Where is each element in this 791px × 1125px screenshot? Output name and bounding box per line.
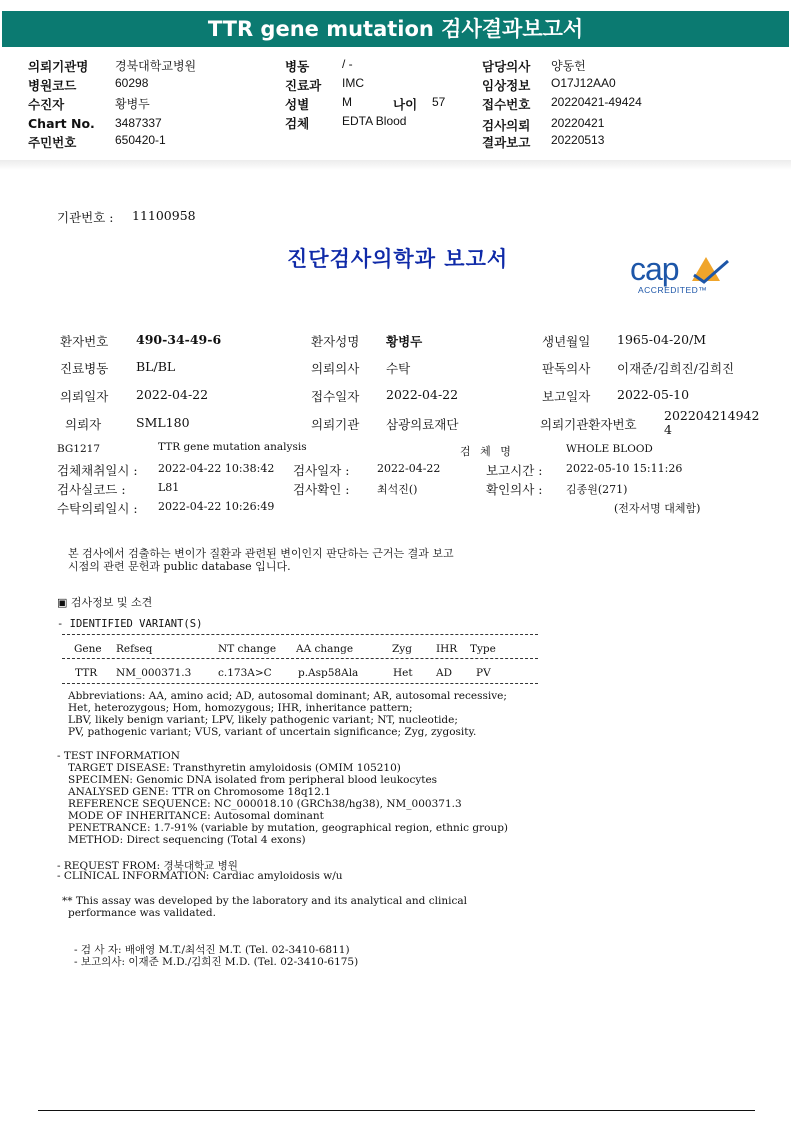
header-value: 60298: [115, 76, 149, 90]
info-value: BL/BL: [136, 359, 176, 374]
test-info-line: PENETRANCE: 1.7-91% (variable by mutation, geographical region, ethnic group): [68, 822, 509, 834]
notice-line: 시점의 관련 문헌과 public database 입니다.: [68, 560, 291, 573]
abbrev-line: Het, heterozygous; Hom, homozygous; IHR, inheritance pattern;: [68, 702, 413, 714]
header-label: 담당의사: [482, 59, 531, 74]
test-info-title: - TEST INFORMATION: [57, 750, 180, 762]
patient-name: 황병두: [386, 334, 423, 349]
abbrev-line: LBV, likely benign variant; LPV, likely pathogenic variant; NT, nucleotide;: [68, 714, 458, 726]
time-label: 확인의사 :: [486, 482, 543, 497]
table-cell: TTR: [75, 667, 98, 679]
header-value: 20220421-49424: [551, 95, 642, 109]
header-label: 임상정보: [482, 78, 531, 93]
info-label: 환자번호: [60, 334, 109, 349]
info-label: 판독의사: [542, 361, 591, 376]
info-label: 보고일자: [542, 389, 591, 404]
info-label: 의뢰자: [65, 417, 102, 432]
table-rule: [62, 634, 538, 635]
info-value: SML180: [136, 415, 190, 430]
table-cell: c.173A>C: [218, 667, 272, 679]
info-label: 의뢰기관환자번호: [540, 417, 637, 432]
header-value: 20220513: [551, 133, 605, 147]
info-label: 접수일자: [311, 389, 360, 404]
header-label: 수진자: [28, 97, 65, 112]
info-value: 삼광의료재단: [386, 417, 459, 432]
table-header: IHR: [436, 643, 458, 655]
specimen-value: WHOLE BLOOD: [566, 443, 653, 455]
report-title-bar: TTR gene mutation 검사결과보고서: [2, 11, 789, 47]
header-label: 의뢰기관명: [28, 59, 89, 74]
info-label: 생년월일: [542, 334, 591, 349]
request-from: - REQUEST FROM: 경북대학교 병원: [57, 860, 238, 872]
table-header: Refseq: [116, 643, 153, 655]
table-header: Gene: [74, 643, 102, 655]
table-header: AA change: [296, 643, 354, 655]
header-label: Chart No.: [28, 116, 95, 131]
notice-line: 본 검사에서 검출하는 변이가 질환과 관련된 변이인지 판단하는 근거는 결과 보고: [68, 547, 454, 560]
header-separator: [0, 160, 791, 170]
table-cell: p.Asp58Ala: [298, 667, 359, 679]
info-value: 2022-04-22: [386, 387, 459, 402]
table-cell: AD: [436, 667, 453, 679]
age-label: 나이: [393, 97, 418, 112]
time-label: 검체채취일시 :: [57, 463, 138, 478]
age-value: 57: [432, 95, 446, 109]
info-value: 4: [664, 422, 672, 437]
accept-value: 2022-04-22 10:26:49: [158, 500, 275, 513]
identified-variants-title: - IDENTIFIED VARIANT(S): [57, 618, 203, 630]
table-rule: [62, 658, 538, 659]
time-value: 최석진(): [377, 483, 418, 496]
report-title: 진단검사의학과 보고서: [287, 247, 509, 271]
info-value: 1965-04-20/M: [617, 332, 707, 347]
table-cell: NM_000371.3: [116, 667, 192, 679]
patient-number: 490-34-49-6: [136, 332, 222, 347]
time-value: 2022-04-22 10:38:42: [158, 462, 275, 475]
header-label: 검체: [285, 116, 310, 131]
header-label: 병동: [285, 59, 310, 74]
table-cell: PV: [476, 667, 491, 679]
clinical-info: - CLINICAL INFORMATION: Cardiac amyloidosis w/u: [57, 870, 343, 882]
test-info-line: TARGET DISEASE: Transthyretin amyloidosis (OMIM 105210): [68, 762, 401, 774]
info-label: 의뢰의사: [311, 361, 360, 376]
header-value: 경북대학교병원: [115, 59, 197, 73]
header-label: 성별: [285, 97, 310, 112]
test-name: TTR gene mutation analysis: [158, 441, 307, 453]
test-info-line: REFERENCE SEQUENCE: NC_000018.10 (GRCh38/hg38), NM_000371.3: [68, 798, 462, 810]
header-label: 주민번호: [28, 135, 77, 150]
reporter-info: - 보고의사: 이재준 M.D./김희진 M.D. (Tel. 02-3410-6175): [74, 956, 359, 968]
info-value: 수탁: [386, 361, 411, 376]
time-value: 2022-04-22: [377, 462, 441, 475]
info-label: 환자성명: [311, 334, 360, 349]
specimen-label: 검 체 명: [460, 445, 514, 458]
info-value: 이재준/김희진/김희진: [617, 361, 735, 376]
cap-accredited-logo: cap ACCREDITED™: [630, 253, 730, 298]
info-label: 의뢰기관: [311, 417, 360, 432]
info-value: 202204214942: [664, 408, 760, 423]
validation-note: ** This assay was developed by the laboratory and its analytical and clinical: [62, 895, 467, 907]
header-value: 황병두: [115, 97, 150, 111]
header-label: 결과보고: [482, 135, 531, 150]
info-value: 2022-05-10: [617, 387, 690, 402]
header-value: 650420-1: [115, 133, 166, 147]
header-value: M: [342, 95, 352, 109]
esign-note: (전자서명 대체함): [614, 502, 701, 515]
tester-info: - 검 사 자: 배애영 M.T./최석진 M.T. (Tel. 02-3410-6811): [74, 944, 350, 956]
time-label: 검사실코드 :: [57, 482, 126, 497]
time-label: 검사일자 :: [293, 463, 350, 478]
accept-label: 수탁의뢰일시 :: [57, 501, 138, 516]
header-value: 양동헌: [551, 59, 586, 73]
header-label: 접수번호: [482, 97, 531, 112]
header-value: EDTA Blood: [342, 114, 407, 128]
test-info-line: ANALYSED GENE: TTR on Chromosome 18q12.1: [68, 786, 331, 798]
test-code: BG1217: [57, 443, 101, 455]
header-value: 20220421: [551, 116, 605, 130]
section-title: ▣ 검사정보 및 소견: [57, 596, 153, 609]
header-value: / -: [342, 57, 353, 71]
header-value: O17J12AA0: [551, 76, 616, 90]
test-info-line: SPECIMEN: Genomic DNA isolated from peripheral blood leukocytes: [68, 774, 438, 786]
institution-no: 11100958: [132, 208, 196, 223]
header-label: 진료과: [285, 78, 322, 93]
time-label: 검사확인 :: [293, 482, 350, 497]
test-info-line: METHOD: Direct sequencing (Total 4 exons): [68, 834, 306, 846]
table-cell: Het: [393, 667, 413, 679]
table-header: NT change: [218, 643, 277, 655]
header-value: 3487337: [115, 116, 162, 130]
info-label: 진료병동: [60, 361, 109, 376]
table-header: Zyg: [392, 643, 412, 655]
header-label: 병원코드: [28, 78, 77, 93]
table-header: Type: [470, 643, 496, 655]
header-label: 검사의뢰: [482, 118, 531, 133]
header-value: IMC: [342, 76, 364, 90]
info-label: 의뢰일자: [60, 389, 109, 404]
time-value: 김종원(271): [566, 483, 628, 496]
time-value: L81: [158, 481, 180, 494]
abbrev-line: Abbreviations: AA, amino acid; AD, autosomal dominant; AR, autosomal recessive;: [68, 690, 507, 702]
table-rule: [62, 683, 538, 684]
test-info-line: MODE OF INHERITANCE: Autosomal dominant: [68, 810, 324, 822]
validation-note: performance was validated.: [68, 907, 216, 919]
info-value: 2022-04-22: [136, 387, 209, 402]
footer-rule: [38, 1110, 755, 1111]
institution-no-label: 기관번호 :: [57, 210, 114, 225]
abbrev-line: PV, pathogenic variant; VUS, variant of uncertain significance; Zyg, zygosity.: [68, 726, 477, 738]
time-label: 보고시간 :: [486, 463, 543, 478]
time-value: 2022-05-10 15:11:26: [566, 462, 683, 475]
